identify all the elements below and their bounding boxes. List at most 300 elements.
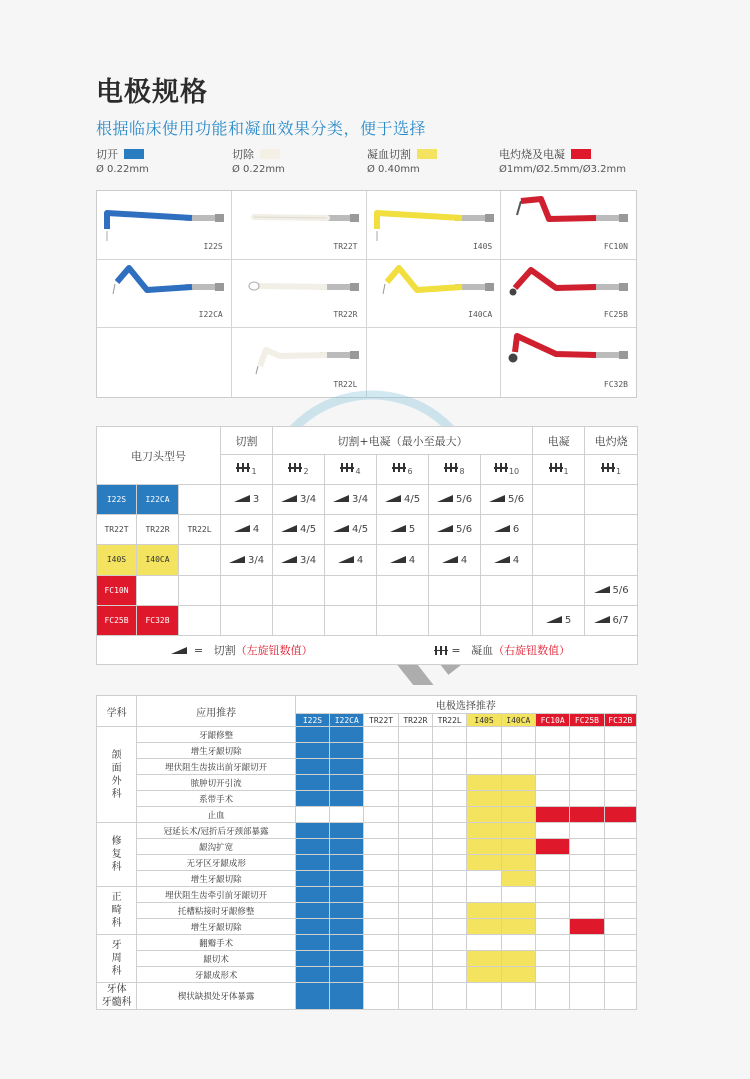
recommend-cell [467,935,501,951]
recommend-cell [364,759,398,775]
setting-value [325,515,377,545]
recommend-cell [604,887,636,903]
setting-value [221,485,273,515]
model-cell [97,515,137,545]
recommend-cell [501,855,535,871]
model-name: FC32B [137,606,178,635]
recommend-cell [604,855,636,871]
model-header-cell: TR22R [398,714,432,727]
recommend-cell [433,935,467,951]
recommend-cell [433,791,467,807]
recommend-cell [330,775,364,791]
group-cautery: 电灼烧 [585,427,638,455]
recommend-cell [570,759,604,775]
model-name: I22S [97,485,136,514]
recommend-cell [604,951,636,967]
footer-cut-hint: （左旋钮数值） [235,643,313,657]
department-name: 正 畸 科 [111,892,122,929]
footer-cut-label: 切割 [213,643,236,657]
setting-value-text: 4 [356,554,364,566]
recommend-cell [364,871,398,887]
recommend-cell [398,871,432,887]
setting-value-text: 5/6 [612,584,629,596]
setting-value-text: 4 [460,554,468,566]
model-name: TR22R [145,525,170,535]
legend-swatch [417,149,437,159]
setting-value-text: 4 [252,524,260,536]
wedge-icon [437,495,453,502]
recommend-cell [398,967,432,983]
page-subtitle: 根据临床使用功能和凝血效果分类，便于选择 [96,119,427,138]
product-cell [232,260,367,329]
setting-value-text: 3/4 [299,494,317,506]
recommend-cell [330,743,364,759]
model-name: FC10N [97,576,136,605]
department-name: 牙 周 科 [111,940,122,977]
setting-empty [273,605,325,635]
setting-empty [585,485,638,515]
wedge-icon [437,525,453,532]
setting-value-text: 6/7 [612,614,629,626]
recommend-cell [604,967,636,983]
legend-name: 电灼烧及电凝 [499,148,565,161]
recommend-cell [330,951,364,967]
setting-empty [533,545,585,575]
recommend-cell [433,743,467,759]
recommend-cell [398,743,432,759]
recommend-cell [398,951,432,967]
recommend-cell [398,983,432,1010]
application-cell: 增生牙龈切除 [137,919,295,935]
product-cell [367,328,502,397]
setting-value-text: 4/5 [299,524,317,536]
recommend-cell [330,887,364,903]
model-header-cell: FC25B [570,714,604,727]
legend-name: 凝血切割 [367,148,411,161]
recommend-cell [398,935,432,951]
recommend-cell [535,967,569,983]
setting-value-text: 4 [408,554,416,566]
department-cell [97,935,137,983]
recommend-cell [330,727,364,743]
recommend-cell [364,775,398,791]
recommend-cell [535,855,569,871]
knob-level [533,455,585,485]
recommend-cell [570,823,604,839]
recommend-cell [433,903,467,919]
recommend-cell [467,871,501,887]
recommend-cell [433,839,467,855]
application-cell: 托槽粘接时牙龈修整 [137,903,295,919]
setting-empty [377,605,429,635]
application-cell: 无牙区牙龈成形 [137,855,295,871]
legend-swatch [571,149,591,159]
product-cell [97,191,232,260]
setting-empty [533,575,585,605]
knob-level-value: 8 [459,467,465,477]
model-name [179,485,220,514]
recommend-cell [295,903,329,919]
model-cell [179,485,221,515]
recommend-cell [467,839,501,855]
setting-empty [429,575,481,605]
recommend-cell [295,919,329,935]
electrode-label: I22CA [198,310,223,320]
setting-empty [481,575,533,605]
knob-level-value: 6 [407,467,413,477]
recommend-cell [295,807,329,823]
recommend-cell [330,807,364,823]
wedge-icon [442,556,458,563]
model-name: TR22T [104,525,129,535]
wedge-icon [546,616,562,623]
knob-icon [236,464,257,477]
group-cut-coag: 切割+电凝（最小至最大） [273,427,533,455]
recommend-cell [535,871,569,887]
setting-value-text: 4/5 [351,524,369,536]
wedge-icon [594,586,610,593]
electrode-label: TR22T [333,241,358,251]
recommend-cell [433,807,467,823]
model-header-cell: I40CA [501,714,535,727]
model-cell [137,515,179,545]
recommend-cell [433,887,467,903]
application-cell: 牙龈成形术 [137,967,295,983]
recommend-cell [364,951,398,967]
recommend-cell [433,775,467,791]
recommend-cell [364,887,398,903]
recommend-cell [364,791,398,807]
setting-empty [533,485,585,515]
knob-level [481,455,533,485]
recommend-cell [364,967,398,983]
setting-value-text: 3/4 [247,554,265,566]
setting-value [377,545,429,575]
recommend-cell [330,935,364,951]
knob-level-value: 1 [616,467,622,477]
recommend-cell [570,855,604,871]
recommend-cell [535,887,569,903]
setting-value [585,575,638,605]
setting-value [221,515,273,545]
recommend-cell [570,919,604,935]
recommend-cell [570,775,604,791]
setting-value [273,485,325,515]
electrode-label: I40CA [468,310,493,320]
product-cell [232,328,367,397]
knob-icon [434,647,448,657]
recommend-cell [604,871,636,887]
setting-value-text: 4/5 [403,494,421,506]
recommend-cell [501,983,535,1010]
recommend-cell [570,887,604,903]
setting-value [325,485,377,515]
knob-level [585,455,638,485]
model-header: 电刀头型号 [97,427,221,485]
knob-icon [392,464,413,477]
recommend-cell [433,759,467,775]
application-cell: 埋伏阻生齿牵引前牙龈切开 [137,887,295,903]
knob-level [377,455,429,485]
recommend-cell [467,759,501,775]
wedge-icon [385,495,401,502]
setting-empty [481,605,533,635]
wedge-icon [234,495,250,502]
legend-spec: Ø 0.22mm [232,164,285,175]
recommend-cell [330,791,364,807]
recommend-cell [501,775,535,791]
product-grid [96,190,637,398]
recommend-cell [467,983,501,1010]
recommend-cell [535,775,569,791]
recommend-cell [604,727,636,743]
recommend-cell [364,983,398,1010]
recommend-cell [570,727,604,743]
recommend-cell [467,887,501,903]
wedge-icon [390,556,406,563]
recommend-cell [604,839,636,855]
setting-value [377,485,429,515]
electrode-label: FC10N [603,241,628,251]
legend-excision [232,148,285,177]
recommend-cell [501,871,535,887]
wedge-icon [333,525,349,532]
department-cell [97,983,137,1010]
model-cell [97,545,137,575]
setting-empty [585,545,638,575]
col-dept: 学科 [97,696,137,727]
setting-empty [533,515,585,545]
electrode-label: I22S [203,241,223,251]
recommend-cell [604,791,636,807]
model-name [179,576,220,605]
setting-value-text: 4 [512,554,520,566]
setting-value-text: 6 [512,524,520,536]
wedge-icon [229,556,245,563]
model-header-cell: TR22T [364,714,398,727]
product-cell [97,260,232,329]
knob-level-value: 1 [251,467,257,477]
recommend-cell [295,823,329,839]
legend-spec: Ø1mm/Ø2.5mm/Ø3.2mm [499,164,626,175]
department-name: 牙体 牙髓科 [101,984,132,1008]
model-name: I40S [97,545,136,574]
recommend-cell [398,887,432,903]
wedge-icon [494,525,510,532]
application-cell: 翻瓣手术 [137,935,295,951]
product-cell [501,260,636,329]
recommend-cell [570,743,604,759]
recommend-cell [330,967,364,983]
recommend-cell [364,839,398,855]
knob-level [221,455,273,485]
recommend-cell [501,791,535,807]
recommend-cell [433,951,467,967]
knob-level-value: 1 [563,467,569,477]
recommend-cell [501,903,535,919]
knob-level [325,455,377,485]
legend-name: 切除 [232,148,254,161]
wedge-icon [390,525,406,532]
model-cell [137,605,179,635]
setting-value-text: 5/6 [508,494,525,506]
setting-empty [221,605,273,635]
wedge-icon [281,556,297,563]
settings-table [96,426,638,665]
recommend-cell [604,919,636,935]
model-header-cell: I22S [295,714,329,727]
product-cell [367,191,502,260]
wedge-icon [171,647,187,654]
recommend-cell [501,919,535,935]
model-header-cell: TR22L [433,714,467,727]
setting-empty [325,575,377,605]
setting-value [221,545,273,575]
recommend-cell [295,727,329,743]
recommend-cell [295,935,329,951]
product-cell [97,328,232,397]
setting-value-text: 3/4 [351,494,369,506]
recommend-cell [501,759,535,775]
setting-value [585,605,638,635]
recommend-cell [467,823,501,839]
recommend-cell [330,855,364,871]
recommend-cell [398,759,432,775]
recommend-cell [570,951,604,967]
recommend-cell [364,855,398,871]
col-app: 应用推荐 [137,696,295,727]
knob-icon [340,464,361,477]
recommend-cell [364,903,398,919]
application-cell: 增生牙龈切除 [137,871,295,887]
electrode-label: TR22L [333,379,358,389]
recommend-cell [467,791,501,807]
recommend-cell [433,727,467,743]
recommend-cell [398,823,432,839]
recommend-cell [364,935,398,951]
electrode-label: TR22R [333,310,358,320]
recommend-cell [467,855,501,871]
recommend-cell [604,775,636,791]
recommend-cell [535,807,569,823]
recommend-cell [398,855,432,871]
recommend-cell [570,791,604,807]
recommend-cell [535,743,569,759]
application-cell: 止血 [137,807,295,823]
electrode-label: FC25B [603,310,628,320]
recommend-cell [535,791,569,807]
model-cell [137,545,179,575]
group-cut: 切割 [221,427,273,455]
setting-value-text: 5 [564,614,572,626]
application-cell: 龈切术 [137,951,295,967]
recommend-cell [535,839,569,855]
setting-value [429,545,481,575]
setting-empty [325,605,377,635]
recommend-cell [467,775,501,791]
model-cell [97,485,137,515]
model-header-cell: FC10A [535,714,569,727]
setting-value [325,545,377,575]
recommend-cell [295,871,329,887]
setting-empty [585,515,638,545]
wedge-icon [489,495,505,502]
recommend-cell [433,983,467,1010]
setting-value [429,485,481,515]
knob-icon [601,464,622,477]
recommend-cell [295,855,329,871]
recommend-cell [570,807,604,823]
recommend-cell [364,823,398,839]
setting-value [481,485,533,515]
recommend-cell [398,807,432,823]
recommend-cell [398,775,432,791]
footer-coag-hint: （右旋钮数值） [493,643,571,657]
recommend-cell [295,759,329,775]
recommend-cell [433,919,467,935]
knob-level-value: 2 [303,467,309,477]
knob-icon [444,464,465,477]
recommend-cell [501,967,535,983]
recommend-cell [433,855,467,871]
recommend-cell [535,823,569,839]
department-cell [97,887,137,935]
model-cell [97,575,137,605]
setting-value [273,515,325,545]
recommend-cell [364,743,398,759]
recommend-cell [570,935,604,951]
legend-cautery [499,148,626,177]
legend-coag-cut [367,148,437,177]
knob-icon [494,464,520,477]
recommend-cell [501,951,535,967]
setting-value [481,515,533,545]
recommend-cell [501,807,535,823]
recommend-cell [398,903,432,919]
setting-value-text: 3/4 [299,554,317,566]
recommend-cell [433,871,467,887]
department-name: 颌 面 外 科 [111,749,122,800]
recommend-cell [535,951,569,967]
recommend-cell [604,743,636,759]
recommend-cell [295,839,329,855]
recommend-cell [501,823,535,839]
model-cell [179,545,221,575]
legend-spec: Ø 0.40mm [367,164,420,175]
recommend-cell [570,967,604,983]
model-name: TR22L [187,525,212,535]
wedge-icon [594,616,610,623]
knob-level [429,455,481,485]
settings-footer [97,635,638,664]
recommend-table [96,695,637,1010]
setting-value [533,605,585,635]
department-name: 修 复 科 [111,836,122,873]
setting-value-text: 5 [408,524,416,536]
recommend-cell [330,919,364,935]
setting-empty [377,575,429,605]
recommend-cell [398,839,432,855]
recommend-cell [501,887,535,903]
knob-level [273,455,325,485]
recommend-cell [467,727,501,743]
legend-swatch [124,149,144,159]
model-name: I40CA [137,545,178,574]
knob-level-value: 4 [355,467,361,477]
recommend-cell [570,871,604,887]
department-cell [97,823,137,887]
product-cell [501,191,636,260]
